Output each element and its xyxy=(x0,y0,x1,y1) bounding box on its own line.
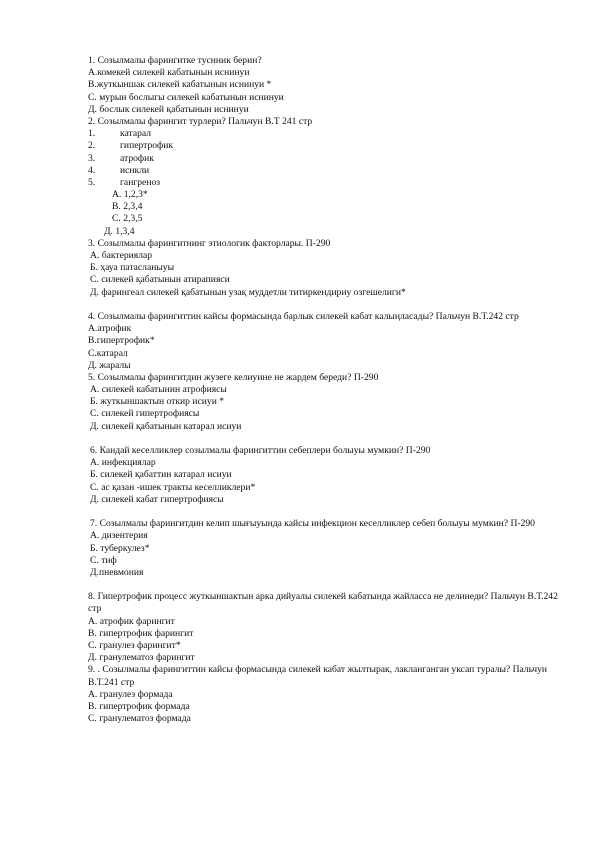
line-text: Д.пневмония xyxy=(90,566,144,578)
blank-line xyxy=(88,506,558,518)
line-text: Б. силекей қабаттин катарал исиуи xyxy=(90,469,232,481)
line-text: Д. 1,3,4 xyxy=(104,225,135,237)
text-line xyxy=(88,274,558,286)
text-line xyxy=(88,530,558,542)
line-text: Д. силекей қабатынын катарал исиуи xyxy=(90,420,242,432)
text-line xyxy=(88,153,558,165)
text-line xyxy=(88,348,558,360)
list-number: 3. xyxy=(88,152,96,164)
line-text: А. гранулез формада xyxy=(88,688,173,700)
line-text: А. бактериялар xyxy=(90,250,153,261)
text-line xyxy=(88,165,558,177)
text-line xyxy=(88,408,558,420)
text-line xyxy=(88,262,558,274)
line-text: Б. жуткыншактын откир исиуи * xyxy=(90,396,225,408)
line-text: атрофик xyxy=(120,152,154,164)
blank-line xyxy=(88,433,558,445)
line-text: гипертрофик xyxy=(120,140,174,152)
line-text: 1. Созылмалы фарингитке туснник берин? xyxy=(88,55,262,66)
line-text: 3. Созылмалы фарингитнинг этиологик факторлары. П-290 xyxy=(88,237,331,249)
line-text: 6. Кандай кеселликлер созылмалы фарингиттин себеплери болыуы мумкин? П-290 xyxy=(90,445,431,457)
line-text: 2. Созылмалы фарингит турлери? Пальчун В.Т 241 стр xyxy=(88,115,313,127)
line-text: А. инфекциялар xyxy=(90,457,156,469)
text-line xyxy=(88,689,558,701)
text-line xyxy=(88,616,558,628)
line-text: Б. туберкулез* xyxy=(90,542,150,554)
text-line xyxy=(88,335,558,347)
line-text: А. дизентерия xyxy=(90,530,148,542)
text-line xyxy=(88,628,558,640)
line-text: В.жуткыншак силекей кабатынын иснинуи * xyxy=(88,79,272,91)
line-text: В. 2,3,4 xyxy=(112,201,143,213)
text-line xyxy=(88,421,558,433)
line-text: С. мурын бослыгы силекей кабатынын иснинуи xyxy=(88,91,284,103)
text-line xyxy=(88,79,558,91)
text-line xyxy=(88,445,558,457)
line-text: 8. Гипертрофик процесс жуткыншактын арка дийуалы силекей кабатында жайласса не делинеди? Пальчун В.Т.242 стр xyxy=(88,591,558,615)
line-text: В. гипертрофик формада xyxy=(88,701,190,713)
line-text: С. 2,3,5 xyxy=(112,213,143,225)
document-body xyxy=(88,55,558,725)
text-line xyxy=(88,177,558,189)
line-text: С. гранулез фарингит* xyxy=(88,640,181,652)
text-line xyxy=(88,128,558,140)
line-text: 7. Созылмалы фарингитдин келип шығыуында кайсы инфекцион кеселликлер себеп болыуы мумкин? П-290 xyxy=(90,518,535,530)
line-text: В.гипертрофик* xyxy=(88,335,155,347)
line-text: С. ас қазан -ишек тракты кеселликлери* xyxy=(90,481,256,493)
line-text: Д. силекей кабат гипертрофиясы xyxy=(90,493,224,505)
line-text: Д. бослык силекей қабатынын иснинуи xyxy=(88,103,249,115)
text-line xyxy=(88,664,558,688)
text-line xyxy=(88,713,558,725)
line-text: С.катарал xyxy=(88,347,128,359)
text-line xyxy=(88,67,558,79)
line-text: С. тиф xyxy=(90,554,117,566)
text-line xyxy=(88,213,558,225)
line-text: 5. Созылмалы фарингитдин жузеге келиуине не жардем береди? П-290 xyxy=(88,371,379,383)
text-line xyxy=(88,140,558,152)
text-line xyxy=(88,469,558,481)
line-text: иснкли xyxy=(120,164,150,176)
text-line xyxy=(88,555,558,567)
line-text: Д. фарингеал силекей қабатынын узақ муддетли титиркендириу озгешелиги* xyxy=(90,286,406,298)
line-text: Б. ҳауа патасланыуы xyxy=(90,262,175,274)
text-line xyxy=(88,652,558,664)
text-line xyxy=(88,323,558,335)
list-number: 5. xyxy=(88,176,96,188)
text-line xyxy=(88,287,558,299)
text-line xyxy=(88,591,558,615)
text-line xyxy=(88,457,558,469)
text-line xyxy=(88,226,558,238)
line-text: Д. жаралы xyxy=(88,359,131,371)
line-text: А. атрофик фарингит xyxy=(88,615,175,627)
line-text: Д. гранулематоз фарингит xyxy=(88,652,195,664)
text-line xyxy=(88,518,558,530)
blank-line xyxy=(88,579,558,591)
text-line xyxy=(88,384,558,396)
text-line xyxy=(88,567,558,579)
text-line xyxy=(88,482,558,494)
line-text: В. гипертрофик фарингит xyxy=(88,627,194,639)
line-text: А.атрофик xyxy=(88,323,132,335)
text-line xyxy=(88,396,558,408)
line-text: 9. . Созылмалы фарингиттин кайсы формасында силекей кабат жылтырак, лакланганган уксап туралы? Пальчун В.Т.241 стр xyxy=(88,664,548,688)
list-number: 2. xyxy=(88,140,96,152)
text-line xyxy=(88,104,558,116)
list-number: 1. xyxy=(88,128,96,140)
text-line xyxy=(88,250,558,262)
line-text: С. силекей қабатынын атирапияси xyxy=(90,274,230,286)
line-text: С. гранулематоз формада xyxy=(88,713,191,725)
text-line xyxy=(88,92,558,104)
text-line xyxy=(88,311,558,323)
line-text: гангреноз xyxy=(120,176,161,188)
line-text: С. силекей гипертрофиясы xyxy=(90,408,200,420)
line-text: А.комекей силекей кабатынын иснинуи xyxy=(88,67,250,79)
text-line xyxy=(88,201,558,213)
text-line xyxy=(88,543,558,555)
text-line xyxy=(88,494,558,506)
text-line xyxy=(88,116,558,128)
text-line xyxy=(88,640,558,652)
text-line xyxy=(88,238,558,250)
line-text: А. 1,2,3* xyxy=(112,189,148,201)
text-line xyxy=(88,55,558,67)
text-line xyxy=(88,372,558,384)
line-text: катарал xyxy=(120,128,152,140)
text-line xyxy=(88,189,558,201)
line-text: А. силекей кабатынин атрофиясы xyxy=(90,384,227,396)
text-line xyxy=(88,360,558,372)
line-text: 4. Созылмалы фарингиттин кайсы формасында барлык силекей кабат калыңласады? Пальчун В.Т.242 стр xyxy=(88,310,519,322)
list-number: 4. xyxy=(88,164,96,176)
text-line xyxy=(88,701,558,713)
blank-line xyxy=(88,299,558,311)
